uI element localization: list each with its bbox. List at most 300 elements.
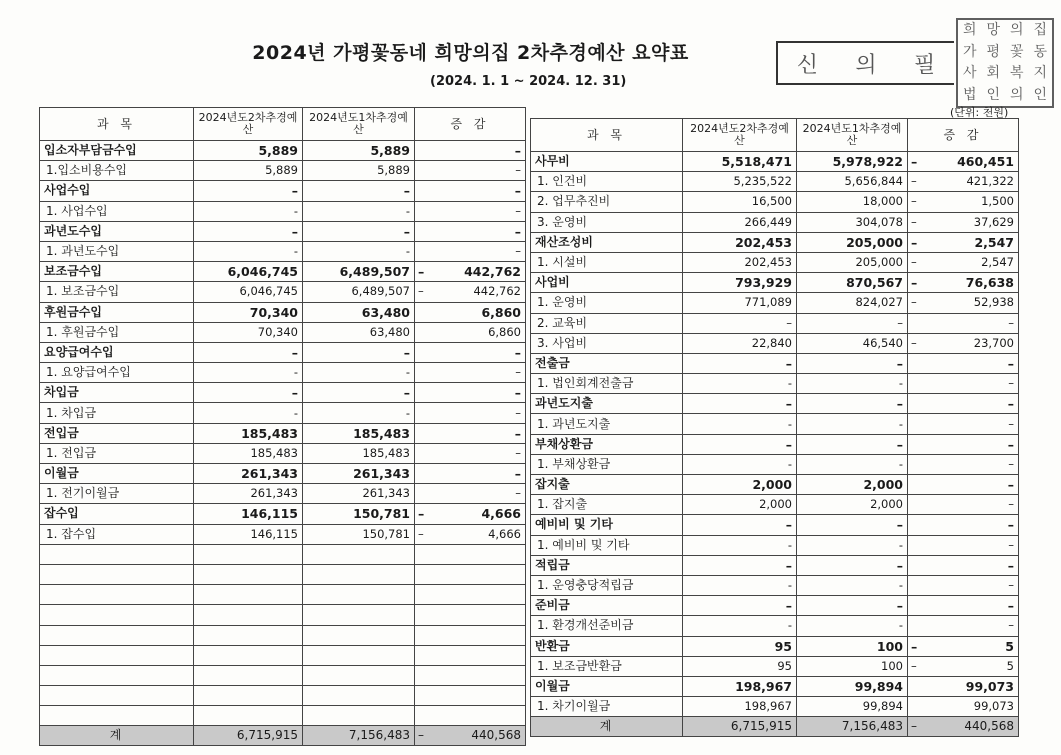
account-name: 1. 전입금 xyxy=(40,443,194,463)
item-row xyxy=(40,363,526,383)
empty-row xyxy=(40,686,526,706)
difference-cell xyxy=(908,293,1019,313)
account-name: 1. 시설비 xyxy=(531,252,683,272)
category-row xyxy=(531,394,1019,414)
difference-cell xyxy=(908,232,1019,252)
budget-2nd-value: – xyxy=(194,221,303,241)
seal-char: 인 xyxy=(986,86,1001,103)
minus-sign: – xyxy=(911,174,917,189)
total-row xyxy=(531,717,1019,737)
account-name: 1. 환경개선준비금 xyxy=(531,616,683,636)
difference-cell xyxy=(908,697,1019,717)
minus-sign: – xyxy=(911,658,917,673)
category-row xyxy=(40,504,526,524)
difference-value: 37,629 xyxy=(973,214,1014,229)
item-row xyxy=(531,697,1019,717)
budget-2nd-value: - xyxy=(683,414,797,434)
difference-value: – xyxy=(1008,578,1014,593)
budget-1st-value: 205,000 xyxy=(797,232,908,252)
difference-cell xyxy=(415,403,526,423)
budget-2nd-value xyxy=(194,605,303,625)
difference-value: – xyxy=(515,203,521,218)
account-name: 후원금수입 xyxy=(40,302,194,322)
category-row xyxy=(531,515,1019,535)
category-row xyxy=(40,141,526,161)
difference-value: 440,568 xyxy=(471,728,521,743)
difference-value: – xyxy=(1007,557,1014,573)
difference-cell xyxy=(908,535,1019,555)
difference-value: – xyxy=(1008,456,1014,471)
budget-2nd-value: - xyxy=(683,454,797,474)
difference-cell xyxy=(908,152,1019,172)
empty-row xyxy=(40,544,526,564)
budget-1st-value: - xyxy=(797,454,908,474)
budget-2nd-value xyxy=(194,564,303,584)
account-name: 1. 잡지출 xyxy=(531,495,683,515)
budget-2nd-value: 185,483 xyxy=(194,443,303,463)
difference-value: – xyxy=(514,466,521,482)
category-row xyxy=(531,636,1019,656)
budget-1st-value: – xyxy=(797,353,908,373)
budget-1st-value: – xyxy=(797,434,908,454)
budget-1st-value xyxy=(303,564,415,584)
category-row xyxy=(531,475,1019,495)
account-name: 사업비 xyxy=(531,273,683,293)
budget-1st-value: 185,483 xyxy=(303,423,415,443)
budget-2nd-value: 6,046,745 xyxy=(194,282,303,302)
difference-cell xyxy=(415,282,526,302)
budget-1st-value: 6,489,507 xyxy=(303,262,415,282)
item-row xyxy=(40,282,526,302)
item-row xyxy=(531,252,1019,272)
account-name: 적립금 xyxy=(531,555,683,575)
account-name: 예비비 및 기타 xyxy=(531,515,683,535)
unit-label: (단위: 천원) xyxy=(950,106,1009,119)
budget-1st-value: – xyxy=(797,394,908,414)
minus-sign: – xyxy=(911,335,917,350)
difference-value: – xyxy=(515,244,521,259)
account-name: 1. 과년도수입 xyxy=(40,241,194,261)
minus-sign: – xyxy=(911,254,917,269)
difference-cell xyxy=(415,141,526,161)
budget-2nd-value: 95 xyxy=(683,656,797,676)
category-row xyxy=(531,555,1019,575)
seal-char: 의 xyxy=(1009,86,1024,103)
category-row xyxy=(531,152,1019,172)
account-name: 1. 후원금수입 xyxy=(40,322,194,342)
category-row xyxy=(40,302,526,322)
budget-2nd-value: 146,115 xyxy=(194,504,303,524)
seal-char: 의 xyxy=(1009,22,1024,38)
category-row xyxy=(40,423,526,443)
account-name: 차입금 xyxy=(40,383,194,403)
budget-1st-value: 5,889 xyxy=(303,161,415,181)
difference-value: – xyxy=(1007,436,1014,452)
budget-2nd-value: – xyxy=(683,394,797,414)
category-row xyxy=(40,464,526,484)
budget-1st-value: 99,894 xyxy=(797,676,908,696)
budget-1st-value: 5,978,922 xyxy=(797,152,908,172)
header-difference: 증 감 xyxy=(415,108,526,141)
budget-2nd-value: - xyxy=(683,616,797,636)
difference-value: – xyxy=(1007,355,1014,371)
item-row xyxy=(40,322,526,342)
seal-char: 인 xyxy=(1033,86,1048,103)
difference-cell xyxy=(908,454,1019,474)
seal-char: 희 xyxy=(962,22,977,38)
difference-cell xyxy=(415,544,526,564)
minus-sign: – xyxy=(418,284,424,299)
item-row xyxy=(40,201,526,221)
budget-1st-value xyxy=(303,706,415,726)
item-row xyxy=(531,535,1019,555)
seal-char: 평 xyxy=(986,43,1001,60)
header-item: 과 목 xyxy=(531,119,683,152)
difference-value: 442,762 xyxy=(464,264,521,280)
item-row xyxy=(531,616,1019,636)
item-row xyxy=(531,454,1019,474)
item-row xyxy=(531,374,1019,394)
budget-2nd-value: – xyxy=(683,515,797,535)
category-row xyxy=(40,383,526,403)
minus-sign: – xyxy=(911,194,917,209)
seal-char: 회 xyxy=(986,65,1001,81)
difference-cell xyxy=(908,353,1019,373)
total-label: 계 xyxy=(40,726,194,746)
account-name: 1. 법인회계전출금 xyxy=(531,374,683,394)
budget-2nd-value: 16,500 xyxy=(683,192,797,212)
budget-2nd-value: - xyxy=(683,374,797,394)
difference-cell xyxy=(908,212,1019,232)
account-name xyxy=(40,665,194,685)
account-name: 사무비 xyxy=(531,152,683,172)
seal-char: 동 xyxy=(1033,43,1048,60)
budget-2nd-value: 5,889 xyxy=(194,161,303,181)
item-row xyxy=(531,495,1019,515)
item-row xyxy=(531,212,1019,232)
difference-cell xyxy=(415,241,526,261)
difference-cell xyxy=(415,423,526,443)
category-row xyxy=(40,181,526,201)
difference-value: 5 xyxy=(1005,638,1014,654)
budget-1st-value: 100 xyxy=(797,656,908,676)
budget-2nd-value: 70,340 xyxy=(194,302,303,322)
total-label: 계 xyxy=(531,717,683,737)
budget-1st-value xyxy=(303,585,415,605)
budget-2nd-value: 22,840 xyxy=(683,333,797,353)
difference-cell xyxy=(415,504,526,524)
category-row xyxy=(40,221,526,241)
account-name: 2. 교육비 xyxy=(531,313,683,333)
item-row xyxy=(531,575,1019,595)
difference-value: 2,547 xyxy=(974,234,1014,250)
difference-value: 52,938 xyxy=(973,295,1014,310)
difference-cell xyxy=(415,322,526,342)
difference-value: – xyxy=(515,405,521,420)
budget-2nd-value: - xyxy=(194,241,303,261)
seal-char: 사 xyxy=(962,65,977,81)
difference-value: 442,762 xyxy=(473,284,521,299)
budget-1st-value: - xyxy=(303,363,415,383)
difference-value: – xyxy=(1008,416,1014,431)
difference-cell xyxy=(415,221,526,241)
difference-cell xyxy=(415,302,526,322)
total-1st-value: 7,156,483 xyxy=(797,717,908,737)
budget-1st-value: – xyxy=(797,555,908,575)
header-difference: 증 감 xyxy=(908,119,1019,152)
budget-1st-value: – xyxy=(303,383,415,403)
approval-stamp-box xyxy=(776,41,954,85)
expense-header-row xyxy=(531,119,1019,152)
header-1st-budget: 2024년도1차추경예산 xyxy=(797,119,908,152)
difference-cell xyxy=(908,172,1019,192)
stamp-char: 필 xyxy=(914,52,936,78)
budget-1st-value xyxy=(303,544,415,564)
account-name: 1. 부채상환금 xyxy=(531,454,683,474)
difference-value: – xyxy=(515,163,521,178)
account-name: 2. 업무추진비 xyxy=(531,192,683,212)
budget-2nd-value: – xyxy=(683,313,797,333)
difference-cell xyxy=(908,555,1019,575)
account-name: 1. 요양급여수입 xyxy=(40,363,194,383)
budget-1st-value: 63,480 xyxy=(303,322,415,342)
difference-cell xyxy=(415,645,526,665)
account-name xyxy=(40,706,194,726)
item-row xyxy=(531,293,1019,313)
budget-1st-value xyxy=(303,686,415,706)
difference-value: 6,860 xyxy=(481,304,521,320)
budget-1st-value: - xyxy=(303,201,415,221)
difference-value: 2,547 xyxy=(981,255,1014,270)
account-name: 잡수입 xyxy=(40,504,194,524)
item-row xyxy=(531,172,1019,192)
item-row xyxy=(531,313,1019,333)
budget-1st-value: 100 xyxy=(797,636,908,656)
difference-cell xyxy=(908,495,1019,515)
budget-1st-value: – xyxy=(797,313,908,333)
difference-value: – xyxy=(1008,537,1014,552)
difference-cell xyxy=(908,414,1019,434)
account-name xyxy=(40,686,194,706)
budget-2nd-value: 261,343 xyxy=(194,484,303,504)
difference-cell xyxy=(908,313,1019,333)
difference-cell xyxy=(908,333,1019,353)
difference-value: – xyxy=(514,385,521,401)
budget-2nd-value: - xyxy=(683,535,797,555)
difference-value: 99,073 xyxy=(965,678,1014,694)
header-2nd-budget: 2024년도2차추경예산 xyxy=(683,119,797,152)
difference-cell xyxy=(415,161,526,181)
budget-1st-value: - xyxy=(797,535,908,555)
category-row xyxy=(40,342,526,362)
budget-1st-value xyxy=(303,665,415,685)
difference-cell xyxy=(415,605,526,625)
budget-1st-value xyxy=(303,645,415,665)
difference-cell xyxy=(908,596,1019,616)
account-name: 1. 차기이월금 xyxy=(531,697,683,717)
budget-1st-value: 870,567 xyxy=(797,273,908,293)
category-row xyxy=(531,232,1019,252)
budget-2nd-value xyxy=(194,585,303,605)
minus-sign: – xyxy=(418,264,425,280)
budget-2nd-value: 771,089 xyxy=(683,293,797,313)
budget-1st-value: - xyxy=(303,403,415,423)
budget-2nd-value: – xyxy=(683,555,797,575)
budget-2nd-value: – xyxy=(194,342,303,362)
difference-value: 4,666 xyxy=(481,506,521,522)
difference-cell xyxy=(908,374,1019,394)
item-row xyxy=(531,656,1019,676)
budget-2nd-value: 261,343 xyxy=(194,464,303,484)
difference-cell xyxy=(415,726,526,746)
budget-1st-value: 150,781 xyxy=(303,504,415,524)
account-name: 전입금 xyxy=(40,423,194,443)
budget-2nd-value: 5,518,471 xyxy=(683,152,797,172)
difference-cell xyxy=(908,656,1019,676)
difference-value: – xyxy=(1008,618,1014,633)
account-name: 부채상환금 xyxy=(531,434,683,454)
empty-row xyxy=(40,645,526,665)
account-name: 잡지출 xyxy=(531,475,683,495)
difference-value: – xyxy=(515,365,521,380)
difference-value: – xyxy=(514,344,521,360)
difference-value: 440,568 xyxy=(964,719,1014,734)
minus-sign: – xyxy=(911,214,917,229)
budget-2nd-value: 5,235,522 xyxy=(683,172,797,192)
budget-2nd-value: - xyxy=(194,403,303,423)
budget-2nd-value xyxy=(194,686,303,706)
difference-value: 460,451 xyxy=(957,154,1014,170)
budget-1st-value: 261,343 xyxy=(303,464,415,484)
account-name: 반환금 xyxy=(531,636,683,656)
item-row xyxy=(40,443,526,463)
total-1st-value: 7,156,483 xyxy=(303,726,415,746)
account-name: 3. 운영비 xyxy=(531,212,683,232)
difference-value: 76,638 xyxy=(965,275,1014,291)
seal-char: 집 xyxy=(1033,22,1048,38)
budget-1st-value: 185,483 xyxy=(303,443,415,463)
difference-value: – xyxy=(1007,517,1014,533)
budget-2nd-value: 266,449 xyxy=(683,212,797,232)
budget-2nd-value: 198,967 xyxy=(683,697,797,717)
difference-cell xyxy=(415,524,526,544)
budget-2nd-value: – xyxy=(683,434,797,454)
account-name: 준비금 xyxy=(531,596,683,616)
difference-cell xyxy=(908,575,1019,595)
item-row xyxy=(531,192,1019,212)
category-row xyxy=(531,434,1019,454)
difference-value: 6,860 xyxy=(488,324,521,339)
difference-cell xyxy=(908,252,1019,272)
item-row xyxy=(40,403,526,423)
account-name: 1. 차입금 xyxy=(40,403,194,423)
difference-value: – xyxy=(514,183,521,199)
budget-1st-value: - xyxy=(797,374,908,394)
total-2nd-value: 6,715,915 xyxy=(194,726,303,746)
account-name: 1. 전기이월금 xyxy=(40,484,194,504)
difference-cell xyxy=(415,625,526,645)
difference-cell xyxy=(415,383,526,403)
seal-char: 복 xyxy=(1009,65,1024,81)
difference-cell xyxy=(415,665,526,685)
seal-char: 망 xyxy=(986,22,1001,38)
minus-sign: – xyxy=(418,526,424,541)
budget-1st-value: - xyxy=(797,575,908,595)
budget-1st-value: - xyxy=(797,616,908,636)
header-item: 과 목 xyxy=(40,108,194,141)
budget-1st-value: 5,656,844 xyxy=(797,172,908,192)
minus-sign: – xyxy=(911,275,918,291)
account-name: 1. 운영충당적립금 xyxy=(531,575,683,595)
account-name: 요양급여수입 xyxy=(40,342,194,362)
seal-char: 가 xyxy=(962,43,977,60)
difference-cell xyxy=(415,201,526,221)
account-name: 과년도지출 xyxy=(531,394,683,414)
account-name: 입소자부담금수입 xyxy=(40,141,194,161)
account-name: 1. 과년도지출 xyxy=(531,414,683,434)
budget-1st-value: 304,078 xyxy=(797,212,908,232)
minus-sign: – xyxy=(911,234,918,250)
item-row xyxy=(40,524,526,544)
budget-1st-value: – xyxy=(303,181,415,201)
category-row xyxy=(531,273,1019,293)
budget-1st-value: 5,889 xyxy=(303,141,415,161)
difference-cell xyxy=(415,564,526,584)
account-name xyxy=(40,645,194,665)
budget-1st-value: 205,000 xyxy=(797,252,908,272)
item-row xyxy=(531,414,1019,434)
empty-row xyxy=(40,706,526,726)
difference-cell xyxy=(415,585,526,605)
budget-2nd-value: - xyxy=(194,201,303,221)
difference-value: – xyxy=(514,223,521,239)
difference-cell xyxy=(415,181,526,201)
minus-sign: – xyxy=(418,506,425,522)
budget-2nd-value: - xyxy=(194,363,303,383)
minus-sign: – xyxy=(911,295,917,310)
budget-2nd-value xyxy=(194,544,303,564)
difference-value: – xyxy=(515,445,521,460)
budget-2nd-value: 793,929 xyxy=(683,273,797,293)
account-name: 이월금 xyxy=(40,464,194,484)
budget-1st-value: 6,489,507 xyxy=(303,282,415,302)
seal-char: 지 xyxy=(1033,65,1048,81)
budget-period: (2024. 1. 1 ~ 2024. 12. 31) xyxy=(430,74,627,89)
budget-1st-value: 63,480 xyxy=(303,302,415,322)
difference-cell xyxy=(908,273,1019,293)
account-name: 1. 예비비 및 기타 xyxy=(531,535,683,555)
difference-value: 4,666 xyxy=(488,526,521,541)
difference-cell xyxy=(908,192,1019,212)
difference-value: – xyxy=(1008,315,1014,330)
income-table xyxy=(39,107,526,746)
difference-value: – xyxy=(515,486,521,501)
difference-cell xyxy=(415,443,526,463)
account-name: 1. 인건비 xyxy=(531,172,683,192)
budget-2nd-value xyxy=(194,665,303,685)
difference-cell xyxy=(415,686,526,706)
account-name: 1. 보조금수입 xyxy=(40,282,194,302)
budget-2nd-value xyxy=(194,706,303,726)
difference-value: – xyxy=(514,143,521,159)
account-name xyxy=(40,544,194,564)
difference-value: – xyxy=(1007,598,1014,614)
empty-row xyxy=(40,625,526,645)
account-name: 1. 보조금반환금 xyxy=(531,656,683,676)
budget-2nd-value: 6,046,745 xyxy=(194,262,303,282)
income-header-row xyxy=(40,108,526,141)
difference-value: – xyxy=(1008,376,1014,391)
